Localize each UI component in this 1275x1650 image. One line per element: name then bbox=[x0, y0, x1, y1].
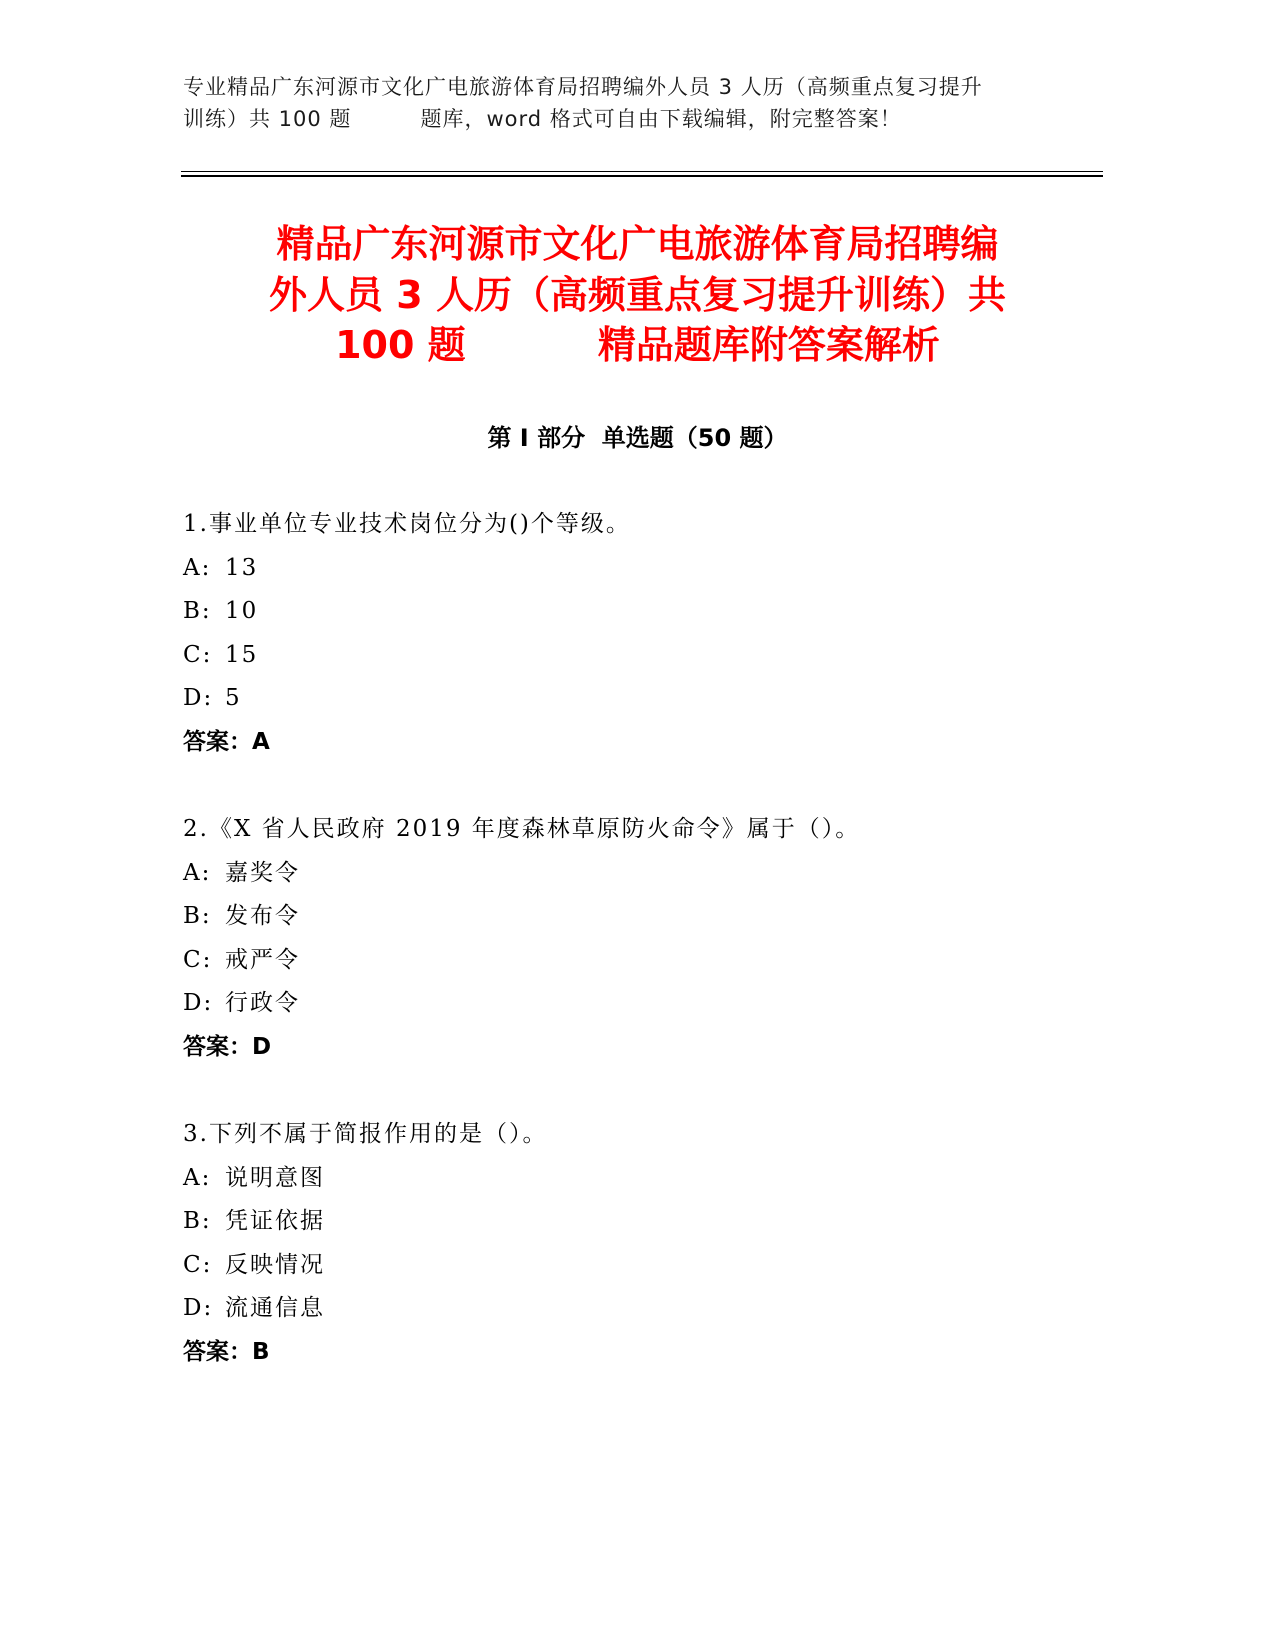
option-a bbox=[183, 547, 1103, 591]
option-d bbox=[183, 677, 1103, 721]
question-stem: 1.事业单位专业技术岗位分为()个等级。 bbox=[183, 511, 631, 537]
option-a bbox=[183, 1157, 1103, 1201]
option-label: D: bbox=[183, 990, 214, 1016]
option-b bbox=[183, 590, 1103, 634]
option-label: C: bbox=[183, 1251, 213, 1278]
option-text: 行政令 bbox=[225, 990, 300, 1016]
option-text: 说明意图 bbox=[225, 1164, 325, 1191]
option-text: 5 bbox=[225, 685, 242, 711]
option-text: 10 bbox=[225, 598, 259, 624]
option-text: 15 bbox=[225, 641, 259, 668]
option-text: 流通信息 bbox=[225, 1295, 325, 1321]
option-a bbox=[183, 852, 1103, 896]
option-text: 13 bbox=[225, 554, 259, 581]
option-c bbox=[183, 634, 1103, 678]
option-text: 凭证依据 bbox=[225, 1208, 325, 1234]
title-line-1: 精品广东河源市文化广电旅游体育局招聘编 bbox=[276, 222, 999, 266]
option-text: 发布令 bbox=[225, 903, 300, 929]
answer-text: 答案：A bbox=[183, 728, 270, 755]
question-2 bbox=[183, 808, 1103, 1069]
title-line-3: 100 题 精品题库附答案解析 bbox=[335, 323, 940, 367]
option-b bbox=[183, 1200, 1103, 1244]
title-line-2: 外人员 3 人历（高频重点复习提升训练）共 bbox=[269, 273, 1006, 317]
header-line-1: 专业精品广东河源市文化广电旅游体育局招聘编外人员 3 人历（高频重点复习提升 bbox=[183, 75, 983, 99]
option-label: C: bbox=[183, 946, 213, 973]
answer-text: 答案：D bbox=[183, 1033, 272, 1060]
option-c bbox=[183, 1244, 1103, 1288]
option-d bbox=[183, 982, 1103, 1026]
option-text: 嘉奖令 bbox=[225, 859, 300, 886]
header-rule-thin bbox=[181, 171, 1103, 172]
option-d bbox=[183, 1287, 1103, 1331]
answer-text: 答案：B bbox=[183, 1338, 270, 1365]
option-c bbox=[183, 939, 1103, 983]
option-label: B: bbox=[183, 598, 212, 624]
option-label: B: bbox=[183, 903, 212, 929]
option-label: C: bbox=[183, 641, 213, 668]
section-heading: 第 I 部分 单选题（50 题） bbox=[487, 424, 788, 452]
header-line-2: 训练）共 100 题 题库，word 格式可自由下载编辑，附完整答案！ bbox=[183, 107, 902, 131]
option-label: D: bbox=[183, 685, 214, 711]
option-label: A: bbox=[183, 554, 212, 581]
question-1 bbox=[183, 503, 1103, 764]
option-label: A: bbox=[183, 1164, 212, 1191]
option-text: 反映情况 bbox=[225, 1251, 325, 1278]
option-text: 戒严令 bbox=[225, 946, 300, 973]
header-rule-thick bbox=[181, 175, 1103, 177]
option-b bbox=[183, 895, 1103, 939]
option-label: A: bbox=[183, 859, 212, 886]
question-stem: 2.《X 省人民政府 2019 年度森林草原防火命令》属于（）。 bbox=[183, 816, 861, 842]
option-label: D: bbox=[183, 1295, 214, 1321]
question-stem: 3.下列不属于简报作用的是（）。 bbox=[183, 1121, 548, 1147]
question-3 bbox=[183, 1113, 1103, 1374]
option-label: B: bbox=[183, 1208, 212, 1234]
